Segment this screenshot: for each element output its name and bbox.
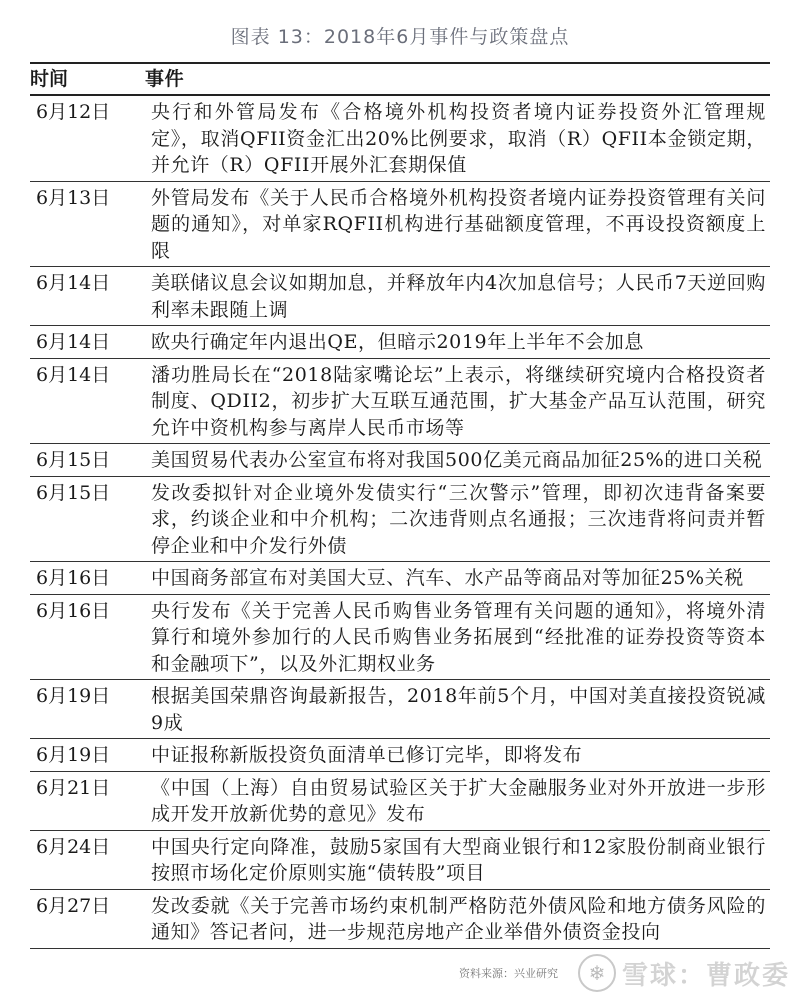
row-event: 《中国（上海）自由贸易试验区关于扩大金融服务业对外开放进一步形成开发开放新优势的意见》发布 [151, 776, 766, 825]
row-event: 中国央行定向降准，鼓励5家国有大型商业银行和12家股份制商业银行按照市场化定价原则实施“债转股”项目 [151, 835, 766, 884]
row-event: 发改委拟针对企业境外发债实行“三次警示”管理，即初次违背备案要求，约谈企业和中介机构；二次违背则点名通报；三次违背将问责并暂停企业和中介发行外债 [151, 481, 766, 557]
row-date: 6月19日 [36, 744, 111, 766]
row-date: 6月16日 [36, 599, 111, 622]
row-date: 6月19日 [36, 685, 111, 707]
row-date: 6月12日 [36, 101, 111, 123]
header-event: 事件 [145, 68, 185, 90]
row-event: 中证报称新版投资负面清单已修订完毕，即将发布 [151, 744, 583, 766]
row-date: 6月15日 [36, 481, 111, 504]
figure-title: 图表 13：2018年6月事件与政策盘点 [230, 26, 570, 48]
row-date: 6月24日 [36, 835, 111, 858]
row-date: 6月27日 [36, 894, 111, 917]
row-event: 外管局发布《关于人民币合格境外机构投资者境内证券投资管理有关问题的通知》，对单家RQFII机构进行基础额度管理，不再设投资额度上限 [151, 186, 766, 262]
row-date: 6月13日 [36, 186, 111, 209]
events-table [30, 62, 770, 949]
table-row [30, 182, 770, 268]
row-event: 央行和外管局发布《合格境外机构投资者境内证券投资外汇管理规定》，取消QFII资金汇出20%比例要求，取消（R）QFII本金锁定期，并允许（R）QFII开展外汇套期保值 [151, 101, 766, 176]
row-date: 6月21日 [36, 776, 111, 799]
row-date: 6月14日 [36, 272, 111, 294]
table-row [30, 267, 770, 326]
table-row [30, 739, 770, 772]
row-event: 央行发布《关于完善人民币购售业务管理有关问题的通知》，将境外清算行和境外参加行的人民币购售业务拓展到“经批准的证券投资等资本和金融项下”，以及外汇期权业务 [151, 599, 766, 675]
source-note: 资料来源：兴业研究 [458, 967, 558, 980]
row-event: 欧央行确定年内退出QE，但暗示2019年上半年不会加息 [151, 331, 645, 353]
table-row [30, 444, 770, 477]
row-date: 6月15日 [36, 449, 111, 471]
table-row [30, 96, 770, 182]
table-row [30, 890, 770, 949]
row-event: 潘功胜局长在“2018陆家嘴论坛”上表示，将继续研究境内合格投资者制度、QDII2，初步扩大互联互通范围，扩大基金产品互认范围，研究允许中资机构参与离岸人民币市场等 [151, 363, 766, 439]
row-event: 美国贸易代表办公室宣布将对我国500亿美元商品加征25%的进口关税 [151, 449, 763, 471]
row-event: 根据美国荣鼎咨询最新报告，2018年前5个月，中国对美直接投资锐减9成 [151, 685, 766, 734]
table-row [30, 680, 770, 739]
row-event: 中国商务部宣布对美国大豆、汽车、水产品等商品对等加征25%关税 [151, 567, 744, 589]
row-event: 发改委就《关于完善市场约束机制严格防范外债风险和地方债务风险的通知》答记者问，进一步规范房地产企业举借外债资金投向 [151, 894, 766, 943]
header-date: 时间 [30, 68, 69, 90]
table-row [30, 359, 770, 445]
table-header-row [30, 64, 770, 96]
row-date: 6月14日 [36, 331, 111, 353]
row-event: 美联储议息会议如期加息，并释放年内4次加息信号；人民币7天逆回购利率未跟随上调 [151, 272, 766, 321]
row-date: 6月16日 [36, 567, 111, 589]
table-row [30, 831, 770, 890]
table-row [30, 477, 770, 563]
table-row [30, 772, 770, 831]
watermark: 雪球：曹政委 [621, 960, 790, 991]
row-date: 6月14日 [36, 363, 111, 386]
table-row [30, 326, 770, 359]
snowball-logo-icon: ❄ [578, 954, 616, 992]
table-row [30, 562, 770, 595]
table-row [30, 595, 770, 681]
footer [459, 954, 790, 992]
